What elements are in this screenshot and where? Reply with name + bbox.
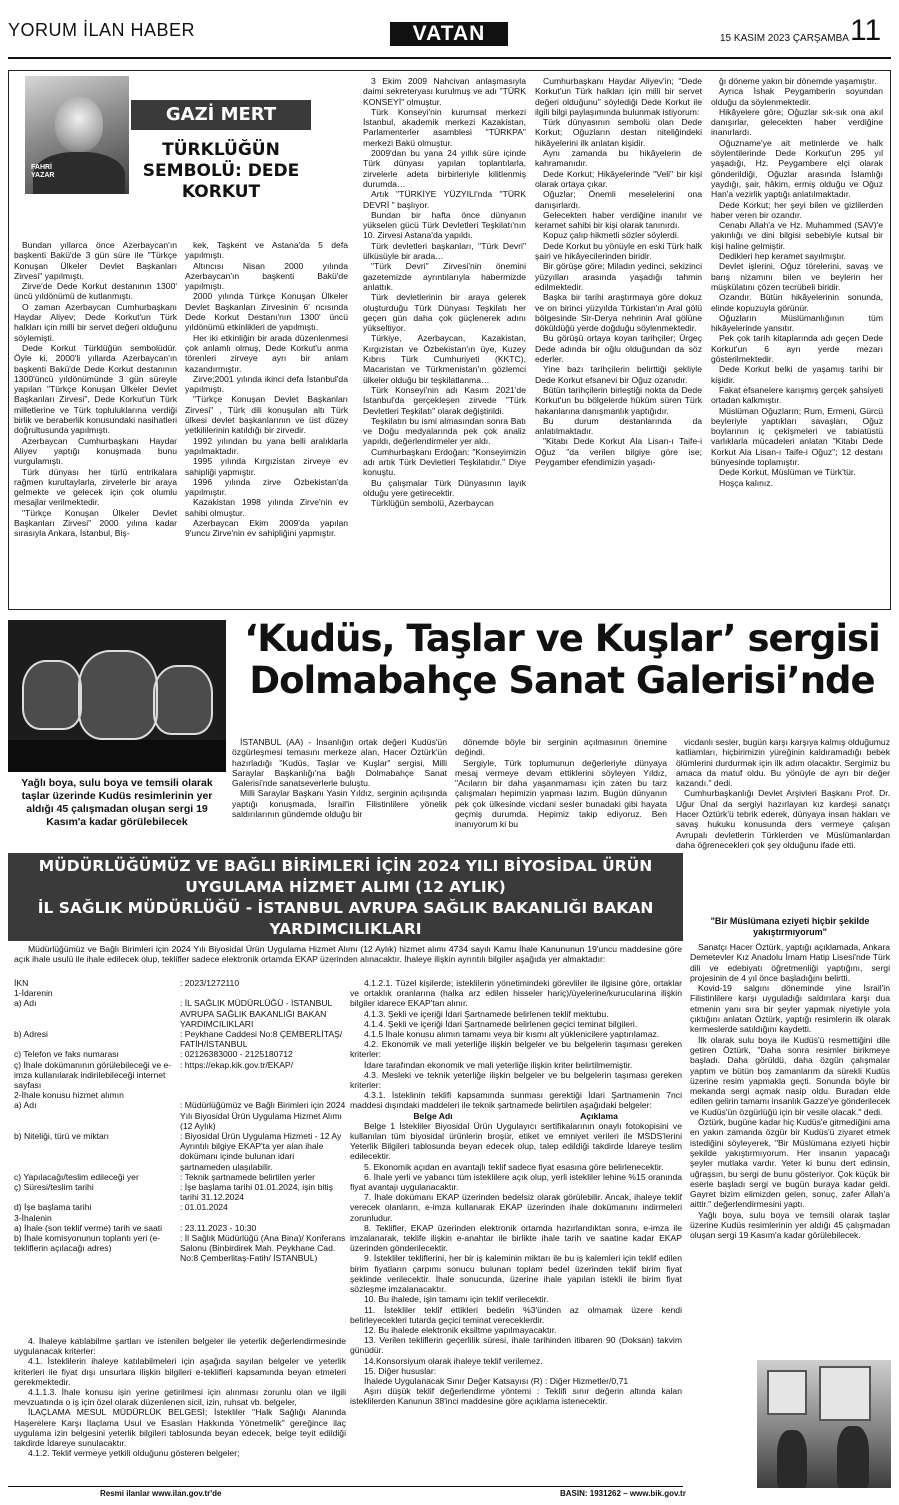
paragraph: 8. Teklifler, EKAP üzerinden elektronik ortamda hazırlandıktan sonra, e-imza ile imzalanarak, teklife ilişkin e-anahtar ile birlikte ihale tarih ve saatine kadar EKAP üzerinden gönderilecektir. [350, 1222, 682, 1254]
paragraph: Bütün tarihçilerin birleştiği nokta da Dede Korkut'un bu bölgelerde hüküm süren Türk hakanlarına danışmanlık yaptığıdır. [535, 384, 702, 416]
paragraph: 1996 yılında zirve Özbekistan'da yapılmıştır. [185, 476, 348, 498]
headline-line-2: Dolmabahçe Sanat Galerisi’nde [249, 659, 875, 702]
row-value: : 01.01.2024 [180, 1202, 228, 1213]
author-photo [25, 76, 129, 194]
paragraph: 1992 yılından bu yana belli aralıklarla yapılmaktadır. [185, 435, 348, 456]
paragraph: Zirve;2001 yılında ikinci defa İstanbul'da yapılmıştı. [185, 373, 348, 395]
tender-banner [8, 853, 683, 941]
paragraph: Dede Korkut; Hikâyelerinde "Veli" bir kişi olarak ortaya çıkar. [535, 168, 702, 189]
paragraph: 3 Ekim 2009 Nahcivan anlaşmasıyla daimi sekreteryası kurulmuş ve adı "TÜRK KONSEYİ" olmuştur. [363, 76, 526, 107]
glass-object-shape [78, 650, 158, 740]
banner-line: YARDIMCILIKLARI [269, 920, 422, 938]
paragraph: Zirve'de Dede Korkut destanının 1300' üncü yıldönümü de kutlanmıştı. [14, 281, 177, 302]
paragraph: 4. İhaleye katılabilme şartları ve istenilen belgeler ile yeterlik değerlendirmesinde uygulanacak kriterler: [14, 1336, 346, 1357]
footer-left: Resmi ilanlar www.ilan.gov.tr'de [100, 1489, 222, 1498]
paragraph: Bundan bir hafta önce dünyanın yükselen gücü Türk Devletleri Teşkilatı'nın 10. Zirvesi Astana'da yapıldı. [363, 209, 526, 241]
column-text-4 [535, 76, 702, 606]
glass-object-shape [153, 665, 213, 735]
exhibition-text-1 [232, 737, 447, 849]
tender-row [14, 1131, 346, 1172]
tender-row [14, 1029, 346, 1049]
column-text-2 [185, 240, 348, 606]
paragraph: Bir görüşe göre; Miladın yedinci, sekizinci yüzyılları arasında yaşadığı tahmin edilmektedir. [535, 261, 702, 292]
tender-row [14, 1172, 346, 1182]
paragraph: "Türkçe Konuşan Devlet Başkanları Zirvesi" , Türk dili konuşulan altı Türk ülkesi devlet başkanlarının ve üst düzey yetkililerinin katıldığı bir zirvedir. [185, 394, 348, 436]
paragraph: Müslüman Oğuzların; Rum, Ermeni, Gürcü beyleriyle yaptıkları savaşları, Oğuz boylarının iç çekişmeleri ve tabiatüstü varlıklarla mücadeleri anlatan "Kitabı Dede Korkut Ala Lisan-ı Taife-i Oğuz"; 12 destanı bünyesinde toplamıştır. [711, 405, 883, 467]
paragraph: 5. Ekonomik açıdan en avantajlı teklif sadece fiyat esasına göre belirlenecektir. [364, 1161, 664, 1172]
newspaper-logo: VATAN [390, 22, 508, 46]
paragraph: dönemde böyle bir serginin açılmasının önemine değindi. [455, 737, 667, 758]
row-value: : 2023/1272110 [180, 978, 240, 988]
paragraph: Pek çok tarih kitaplarında adı geçen Dede Korkut'un 6 ayrı yerde mezarı gösterilmektedir. [711, 333, 883, 365]
paragraph: 4.3.1. İsteklinin teklifi kapsamında sunması gerektiği İdari Şartnamenin 7nci maddesi dışındaki maddeleri ile teknik şartnamede belirtilen aşağıdaki belgeler: [350, 1090, 682, 1111]
tender-conditions-right [350, 978, 682, 1484]
paragraph: Oğuzların Müslümanlığının tüm hikâyelerinde yansıtır. [711, 312, 883, 334]
paragraph: Türk Konseyi'nin kurumsal merkezi İstanbul, akademik merkezi Kazakistan, Parlamenterler asamblesi "TÜRKPA" merkezi Bakü olmuştur. [363, 106, 526, 148]
paragraph: 13. Verilen tekliflerin geçerlilik süresi, ihale tarihinden itibaren 90 (Doksan) takvim günüdür. [350, 1335, 682, 1356]
paragraph: Türk Konseyi'nin adı Kasım 2021'de İstanbul'da gerçekleşen zirvede "Türk Devletleri Teşkilatı" olarak değiştirildi. [363, 384, 526, 416]
gallery-photo [757, 1360, 891, 1488]
paragraph: Artık "TÜRKİYE YÜZYILI'nda "TÜRK DEVRİ " başlıyor. [363, 189, 526, 210]
column-title: TÜRKLÜĞÜN SEMBOLÜ: DEDE KORKUT [142, 140, 300, 202]
paragraph: Kazakistan 1998 yılında Zirve'nin ev sahibi olmuştur. [185, 497, 348, 518]
painting-frame-shape [767, 1370, 807, 1415]
paragraph: İLAÇLAMA MESUL MÜDÜRLÜK BELGESİ; İstekliler "Halk Sağlığı Alanında Haşerelere Karşı İlaçlama Usul ve Esasları Hakkında Yönetmelik" gereğince ilaç uygulama izin belgesini yeterlik bilgileri tablosunda beyan edecek, belge teyit edildiği takdirde İdareye sunulacaktır. [14, 1407, 346, 1449]
paragraph: İhalede Uygulanacak Sınır Değer Katsayısı (R) : Diğer Hizmetler/0,71 [364, 1375, 629, 1386]
paragraph: 12. Bu ihalede elektronik eksiltme yapılmayacaktır. [364, 1324, 557, 1335]
tender-row [14, 1090, 346, 1100]
row-key: a) Adı [14, 998, 37, 1009]
paragraph: 6. İhale yerli ve yabancı tüm isteklilere açık olup, yerli istekliler lehine %15 oranında fiyat avantajı uygulanacaktır. [350, 1171, 682, 1193]
tender-row [14, 988, 346, 998]
tender-row [14, 1100, 346, 1131]
paragraph: 4.1.2.1. Tüzel kişilerde; isteklilerin yönetimindeki görevliler ile ilgisine göre, ortaklar ve ortaklık oranlarına (halka arz edilen hisseler hariç)/üyelerine/kurucularına ilişkin bilgiler idarece EKAP'tan alınır. [350, 978, 682, 1009]
row-value [180, 1213, 346, 1223]
visitor-figure-shape [777, 1430, 807, 1488]
paragraph: 4.3. Mesleki ve teknik yeterliğe ilişkin belgeler ve bu belgelerin taşıması gereken kriterler: [350, 1069, 682, 1091]
paragraph: Yine bazı tarihçilerin belirttiği şekliyle Dede Korkut efsanevi bir Oğuz ozanıdır. [535, 364, 702, 385]
row-value: : Peykhane Caddesi No:8 ÇEMBERLİTAŞ/ FATİH/İSTANBUL [180, 1029, 343, 1050]
row-key: ç) Süresi/teslim tarihi [14, 1182, 94, 1193]
table-header-cell: Açıklama [580, 1110, 618, 1121]
tender-row [14, 978, 346, 988]
paragraph: Altıncısı Nisan 2000 yılında Azerbaycan'ın başkenti Bakü'de yapılmıştı. [185, 260, 348, 292]
headline-line-1: ‘Kudüs, Taşlar ve Kuşlar’ sergisi [244, 617, 880, 660]
paragraph: Sanatçı Hacer Öztürk, yaptığı açıklamada, Ankara Demetevler Kız Anadolu İmam Hatip Lisesi'nde Türk dili ve edebiyatı öğretmenliği yaptığını, sergi projesinin de 4 yıl önce başladığını belirtti. [690, 942, 890, 983]
paragraph: Teşkilatın bu ismi almasından sonra Batı ve Doğu medyalarında pek çok analiz yapıldı, değerlendirmeler yer aldı. [363, 415, 526, 447]
paragraph: Hikâyelere göre; Oğuzlar sık-sık ona akıl danışırlar, gelecekten haber verdiğine inanırlardı. [711, 106, 883, 138]
row-key: c) Telefon ve faks numarası [14, 1049, 119, 1060]
row-key: d) İşe başlama tarihi [14, 1202, 92, 1213]
paragraph: Yağlı boya, sulu boya ve temsili olarak taşlar üzerine Kudüs resimlerinin yer aldığı 45 çalışmadan oluşan sergi 19 Kasım'a kadar görülebilecek. [690, 1209, 890, 1241]
tender-intro: Müdürlüğümüz ve Bağlı Birimleri için 2024 Yılı Biyosidal Ürün Uygulama Hizmet Alımı (12 Aylık) hizmet alımı 4734 sayılı Kamu İhale Kanununun 19'uncu maddesine göre açık ihale usulü ile ihale edilecek olup, teklifler sadece elektronik ortamda EKAP üzerinden alınacaktır. İhaleye ilişkin ayrıntılı bilgiler aşağıda yer almaktadır: [14, 944, 682, 965]
row-key: b) İhale komisyonunun toplantı yeri (e-tekliflerin açılacağı adres) [14, 1233, 161, 1254]
paragraph: Bu çalışmalar Türk Dünyasının layık olduğu yere getirecektir. [363, 477, 526, 498]
paragraph: Oğuzlar; Önemli meselelerini ona danışırlardı. [535, 189, 702, 210]
paragraph: İdare tarafından ekonomik ve mali yeterliğe ilişkin kriter belirtilmemiştir. [364, 1059, 633, 1070]
paragraph: Başka bir tarihi araştırmaya göre dokuz ve on birinci yüzyılda Türkistan'ın Aral gölü bölgesinde Sir-Derya nehrinin Aral gölüne döküldüğü yerde doğduğu söylenmektedir. [535, 292, 702, 334]
paragraph: vicdanlı sesler, bugün karşı karşıya kalmış olduğumuz katliamları, hiçbirimizin yüreğinin kaldıramadığı bebek ölümlerini durdurmak için ilk adım olacaktır. Sergimiz bu amaca da matuf oldu. Bu yönüyle de ayrı bir değer kazandı." dedi. [676, 737, 890, 789]
paragraph: Bu görüşü ortaya koyan tarihçiler; Ürgeç Dede adında bir oğlu olduğundan da söz ederler. [535, 333, 702, 365]
paragraph: 15. Diğer hususlar: [364, 1365, 437, 1376]
paragraph: Dedikleri hep keramet sayılmıştır. [719, 251, 847, 262]
paragraph: Dede Korkut bu yönüyle en eski Türk halk şairi ve hikâyecilerinden biridir. [535, 240, 702, 262]
row-value: : 02126383000 - 2125180712 [180, 1049, 293, 1060]
row-key: 3-İhalenin [14, 1212, 52, 1223]
row-value: : Biyosidal Ürün Uygulama Hizmeti - 12 Ay Ayrıntılı bilgiye EKAP'ta yer alan ihale dokümanı içinde bulunan idari şartnameden ulaşılabilir. [180, 1131, 342, 1172]
table-header-cell: Belge Adı [413, 1110, 453, 1121]
exhibition-text-4 [690, 942, 890, 1354]
paragraph: ğı döneme yakın bir dönemde yaşamıştır. [719, 76, 877, 86]
paragraph: Dede Korkut belki de yaşamış tarihi bir kişidir. [711, 364, 883, 385]
paragraph: Aşırı düşük teklif değerlendirme yöntemi : Teklifi sınır değerin altında kalan isteklilerden Kanunun 38'inci maddesine göre açıklama istenecektir. [350, 1386, 682, 1407]
paragraph: 4.1. İsteklilerin ihaleye katılabilmeleri için aşağıda sayılan belgeler ve yeterlik kriterleri ile fiyat dışı unsurlara ilişkin bilgileri e-teklifleri kapsamında beyan etmeleri gerekmektedir. [14, 1356, 346, 1387]
paragraph: Kopuz çalıp hikmetli sözler söylerdi. [543, 230, 680, 241]
paragraph: Türkiye, Azerbaycan, Kazakistan, Kırgızistan ve Özbekistan'ın üye, Kuzey Kıbrıs Türk Cumhuriyeti (KKTC), Macaristan ve Türkmenistan'ın gözlemci ülkeler olduğu bir teşkilatlanma… [363, 333, 526, 385]
row-value: : https://ekap.kik.gov.tr/EKAP/ [180, 1059, 294, 1070]
paragraph: Cumhurbaşkanı Erdoğan: "Konseyimizin adı artık Türk Devletleri Teşkilatıdır." Diye konuştu. [363, 446, 526, 478]
tender-details [14, 978, 346, 1350]
paragraph: 4.2. Ekonomik ve mali yeterliğe ilişkin belgeler ve bu belgelerin taşıması gereken kriterler: [350, 1039, 682, 1060]
row-key: a) İhale (son teklif verme) tarih ve saati [14, 1222, 163, 1233]
tender-conditions-left [14, 1336, 346, 1484]
column-author: GAZİ MERT [131, 100, 311, 130]
paragraph: Türk dünyası her türlü entrikalara rağmen kurultaylarla, zirvelerle bir araya gelmekte ve gelecek için çok olumlu mesajlar verilmektedir. [14, 466, 177, 508]
author-head-shape [55, 96, 103, 152]
paragraph: 14.Konsorsiyum olarak ihaleye teklif verilemez. [364, 1355, 543, 1366]
exhibition-text-3 [676, 737, 890, 913]
paragraph: 4.1.5 İhale konusu alımın tamamı veya bir kısmı alt yüklenicilere yaptırılamaz. [364, 1029, 660, 1040]
row-key: b) Niteliği, türü ve miktarı [14, 1131, 110, 1142]
header-rule [8, 57, 891, 59]
tender-row [14, 1202, 346, 1212]
paragraph: kek, Taşkent ve Astana'da 5 defa yapılmıştı. [185, 240, 348, 261]
paragraph: Hoşça kalınız. [719, 477, 773, 488]
row-value: : İl Sağlık Müdürlüğü (Ana Bina)/ Konferans Salonu (Binbirdirek Mah. Peykhane Cad. No:8 Çemberlitaş-Fatih/ İSTANBUL) [180, 1233, 346, 1264]
row-value [180, 988, 346, 998]
row-key: ç) İhale dokümanının görülebileceği ve e-imza kullanılarak indirilebileceği internet sayfası [14, 1059, 172, 1091]
paragraph: Türk dünyasının sembolü olan Dede Korkut; Oğuzların destan niteliğindeki hikâyelerini ilk anlatan kişidir. [535, 117, 702, 148]
paragraph: "Türkçe Konuşan Ülkeler Devlet Başkanları Zirvesi" 2000 yılına kadar sırasıyla Ankara, İstanbul, Biş- [14, 507, 177, 539]
painting-frame-shape [819, 1366, 871, 1421]
row-key: a) Adı [14, 1100, 37, 1111]
row-value [180, 1090, 346, 1100]
display-surface [8, 740, 226, 772]
footer-right: BASIN: 1931262 – www.bik.gov.tr [560, 1489, 686, 1498]
column-text-5 [711, 76, 883, 606]
banner-line: MÜDÜRLÜĞÜMÜZ VE BAĞLI BİRİMLERİ İÇİN 2024 YILI BİYOSİDAL ÜRÜN [38, 857, 653, 875]
paragraph: 10. Bu ihalede, işin tamamı için teklif verilecektir. [364, 1294, 549, 1305]
paragraph: Cumhurbaşkanı Haydar Aliyev'in; "Dede Korkut'un Türk halkları için milli bir servet değeri olduğunu" söylediği Dede Korkut ile ilgili bilgi paylaşımında bulunmak istiyorum: [535, 76, 702, 117]
tender-row [14, 1049, 346, 1059]
paragraph: Oğuzname'ye ait metinlerde ve halk söylentilerinde Dede Korkut'un 295 yıl yaşadığı, Hz. Peygambere elçi olarak gönderildiği, Oğuzlar arasında İslamlığı yaydığı, şair, hâkim, ermiş olduğu ve Oğuz Han'a vezirlik yaptığı anlatılmaktadır. [711, 137, 883, 200]
paragraph: Cenabı Allah'a ve Hz. Muhammed (SAV)'e yakınlığı ve dini bilgisi sebebiyle kutsal bir kişi haline gelmiştir. [711, 220, 883, 251]
paragraph: Türklüğün sembolü, Azerbaycan [371, 498, 494, 509]
paragraph: Türk devletleri başkanları, "Türk Devri" ülküsüyle bir arada… [363, 240, 526, 262]
column-text-3 [363, 76, 526, 606]
paragraph: 2000 yılında Türkçe Konuşan Ülkeler Devlet Başkanları Zirvesinin 6' ncısında Dede Korkut Destanı'nın 1300' üncü yıldönümü etkinlikleri de yapılmıştı. [185, 291, 348, 333]
row-key: 1-İdarenin [14, 988, 53, 999]
paragraph: Ayrıca İshak Peygamberin soyundan olduğu da söylenmektedir. [711, 86, 883, 107]
paragraph: Fakat efsanelere karışmış gerçek şahsiyeti ortadan kalkmıştır. [711, 384, 883, 406]
tender-row [14, 1213, 346, 1223]
document-table-header [350, 1111, 682, 1121]
paragraph: Milli Saraylar Başkanı Yasin Yıldız, serginin açılışında yaptığı konuşmada, İsrail'in Filistinlilere yönelik saldırılarının gündemde olduğu bir [232, 788, 447, 820]
paragraph: Öztürk, bugüne kadar hiç Kudüs'e gitmediğini ama en yakın zamanda özgür bir Kudüs'ü ziyaret etmek istediğini söyleyerek, "Bir Müslümana eziyeti hiçbir şekilde yakıştırmıyorum. Her insanın yapacağı şeyler mutlaka vardır. Yeter ki bunu dert edinsin, uğraşsın, bu sergi de bunu gösteriyor. Çok küçük bir eserle başladı sergi ve bugün buraya kadar geldi. Gayret bizim elimizden gelen, sonuç, zafer Allah'a aittir." değerlendirmesini yaptı. [690, 1117, 890, 1210]
banner-line: İL SAĞLIK MÜDÜRLÜĞÜ - İSTANBUL AVRUPA SAĞLIK BAKANLIĞI BAKAN [37, 899, 654, 917]
paragraph: Azerbaycan Ekim 2009'da yapılan 9'uncu Zirve'nin ev sahipliğini yapmıştır. [185, 518, 348, 539]
paragraph: 7. İhale dokümanı EKAP üzerinden bedelsiz olarak görülebilir. Ancak, ihaleye teklif verecek olanların, e-imza kullanarak EKAP üzerinden ihale dokümanını indirmeleri zorunludur. [350, 1192, 682, 1223]
paragraph: Bundan yıllarca önce Azerbaycan'ın başkenti Bakü'de 3 gün süre ile "Türkçe Konuşan Ülkeler Devlet Başkanları Zirvesi" yapılmıştı. [14, 240, 177, 281]
page-number: 11 [850, 14, 882, 47]
row-value: : İL SAĞLIK MÜDÜRLÜĞÜ - İSTANBUL AVRUPA SAĞLIK BAKANLIĞI BAKAN YARDIMCILIKLARI [180, 998, 333, 1029]
paragraph: Azerbaycan Cumhurbaşkanı Haydar Aliyev yaptığı konuşmada bunu vurgulamıştı. [14, 435, 177, 467]
section-title: YORUM İLAN HABER [8, 20, 196, 40]
row-value: : İşe başlama tarihi 01.01.2024, işin bitiş tarihi 31.12.2024 [180, 1182, 333, 1203]
paragraph: "Kitabı Dede Korkut Ala Lisan-ı Taife-i Oğuz "da verilen bilgiye göre ise; Peygamber efendimizin yaşadı- [535, 436, 702, 467]
tender-row [14, 1223, 346, 1233]
row-key: b) Adresi [14, 1029, 48, 1040]
row-key: İKN [14, 978, 29, 988]
tender-row [14, 1233, 346, 1264]
exhibition-headline [232, 618, 892, 702]
exhibition-photo-caption: Yağlı boya, sulu boya ve temsili olarak taşlar üzerinde Kudüs resimlerinin yer aldığı 45 çalışmadan oluşan sergi 19 Kasım'a kadar görülebilecek [21, 777, 213, 828]
glass-object-shape [22, 660, 82, 730]
paragraph: 1995 yılında Kırgızistan zirveye ev sahipliği yapmıştır. [185, 456, 348, 477]
paragraph: 4.1.4. Şekli ve içeriği İdari Şartnamede belirlenen geçici teminat bilgileri. [364, 1018, 638, 1029]
paragraph: Her iki etkinliğin bir arada düzenlenmesi çok anlamlı olmuş, Dede Korkut'u anma törenleri zirveye ayrı bir anlam kazandırmıştır. [185, 332, 348, 374]
paragraph: İSTANBUL (AA) - İnsanlığın ortak değeri Kudüs'ün özgürleşmesi temasını merkeze alan, Hacer Öztürk'ün hazırladığı "Kudüs, Taşlar ve Kuşlar" sergisi, Milli Saraylar Başkanlığı'na bağlı Dolmabahçe Sanat Galerisi'nde sanatseverlerle buluştu. [232, 737, 447, 789]
paragraph: 4.1.3. Şekli ve içeriği İdari Şartnamede belirlenen teklif mektubu. [364, 1008, 609, 1019]
paragraph: 4.1.2. Teklif vermeye yetkili olduğunu gösteren belgeler; [28, 1448, 240, 1459]
author-photo-caption: FAHRİ YAZAR [31, 164, 55, 179]
exhibition-photo [8, 620, 226, 772]
banner-line: UYGULAMA HİZMET ALIMI (12 AYLIK) [185, 878, 506, 896]
tender-row [14, 1060, 346, 1091]
exhibition-text-2 [455, 737, 667, 849]
paragraph: Türk devletlerinin bir araya gelerek oluşturduğu Türk Dünyası Teşkilatı her geçen gün daha çok güçlenerek adını yükseltiyor. [363, 292, 526, 334]
row-key: 2-İhale konusu hizmet alımın [14, 1090, 124, 1101]
paragraph: Ozandır. Bütün hikâyelerinin sonunda, elinde kopuzuyla görünür. [711, 292, 883, 313]
paragraph: Gelecekten haber verdiğine inanılır ve keramet sahibi bir kişi olarak tanınırdı. [535, 209, 702, 231]
tender-row [14, 998, 346, 1029]
paragraph: Kovid-19 salgını döneminde yine İsrail'in Filistinlilere karşı uyguladığı saldırılara karşı dua etmenin yanı sıra bir şeyler yapmak niyetiyle yola çıktığını anlatan Öztürk, yaptığı resimlerin ilk olarak kermeslerde satıldığını kaydetti. [690, 983, 890, 1035]
paragraph: O zaman Azerbaycan Cumhurbaşkanı Haydar Aliyev; Dede Korkut'un Türk halkları için milli bir servet değeri olduğunu söylemişti. [14, 301, 177, 343]
paragraph: Cumhurbaşkanlığı Devlet Arşivleri Başkanı Prof. Dr. Uğur Ünal da sergiyi hazırlayan kız kardeşi sanatçı Hacer Öztürk'ü tebrik ederek, dünyaya insan hakları ve savaş hukuku konusunda ders vermeye çalışan Avrupalı devletlerin Türklerden ve Müslümanlardan daha öğrenecekleri çok şey olduğunu ifade etti. [676, 788, 890, 850]
paragraph: Dede Korkut; her şeyi bilen ve gizlilerden haber veren bir ozandır. [711, 199, 883, 220]
paragraph: Aynı zamanda bu hikâyelerin de kahramanıdır. [535, 148, 702, 169]
row-value: : Teknik şartnamede belirtilen yerler [180, 1171, 316, 1182]
paragraph: "Türk Devri" Zirvesi'nin önemini gazetemizde ayrıntılarıyla habermizde anlattık. [363, 261, 526, 292]
paragraph: 11. İstekliler teklif ettikleri bedelin %3'ünden az olmamak üzere kendi belirleyecekleri tutarda geçici teminat vereceklerdir. [350, 1304, 682, 1325]
row-value: : Müdürlüğümüz ve Bağlı Birimleri için 2024 Yılı Biyosidal Ürün Uygulama Hizmet Alımı (12 Aylık) [180, 1100, 346, 1131]
column-text-1 [14, 240, 177, 606]
paragraph: Devlet işlerini, Oğuz törelerini, savaş ve barış nizamını bilen ve beylerin her müşkülatını çözen tecrübeli biridir. [711, 261, 883, 292]
paragraph: 2009'dan bu yana 24 yıllık süre içinde Türk dünyası yapılan toplantılarla, zirvelerle adeta birbirleriyle kilitlenmiş durumda… [363, 148, 526, 189]
paragraph: Bu durum destanlarında da anlatılmaktadır. [535, 415, 702, 437]
visitor-figure-shape [837, 1426, 869, 1488]
paragraph: 9. İstekliler tekliflerini, her bir iş kaleminin miktarı ile bu iş kalemleri için teklif edilen birim fiyatların çarpımı sonucu bulunan toplam bedel üzerinden teklif birim fiyat şeklinde verilecektir. İhale sonucunda, üzerine ihale yapılan istekli ile birim fiyat sözleşme imzalanacaktır. [350, 1253, 682, 1295]
tender-row [14, 1182, 346, 1202]
paragraph: Belge 1 İstekliler Biyosidal Ürün Uygulayıcı sertifikalarının onaylı fotokopisini ve kullanılan tüm biyosidal ürünlerin broşür, etiket ve emniyet verileri ile MSDS'lerini Yeterlik Bilgileri tablosunda beyan edecek olup, talep edildiği takdirde İdareye teslim edilecektir. [350, 1120, 682, 1162]
row-value: : 23.11.2023 - 10:30 [180, 1222, 257, 1233]
paragraph: Sergiyle, Türk toplumunun değerleriyle dünyaya mesaj vermeye devam ettiklerini söyleyen Yıldız, "Acıların bir daha yaşanmaması için zaten bu tarz çalışmaları hepimizin yapması lazım. Bugün dünyanın pek çok ülkesinde vicdani sesler bunadaki gibi hayata geçmiş durumda. Hepimiz takip ediyoruz. Ben inanıyorum ki bu [455, 757, 667, 830]
issue-date: 15 KASIM 2023 ÇARŞAMBA [720, 33, 849, 44]
paragraph: Dede Korkut, Müslüman ve Türk'tür. [719, 467, 856, 478]
row-key: c) Yapılacağı/teslim edileceği yer [14, 1171, 139, 1182]
paragraph: İlk olarak sulu boya ile Kudüs'ü resmettiğini dile getiren Öztürk, "Daha sonra resimler birikmeye başladı. Daha görüldü, daha özgün çalışmalar yaptım ve bütün boş zamanlarım da sürekli Kudüs üzerine resim yapmakla geçti. Sonunda böyle bir mekanda sergi açmak nasip oldu. Buradan elde edilen gelirin tamamı insanlık Gazze'ye gönderilecek ve Kudüs'ün özgürlüğü için bir vesile olacak." dedi. [690, 1034, 890, 1117]
paragraph: 4.1.1.3. İhale konusu işin yerine getirilmesi için alınması zorunlu olan ve ilgili mevzuatında o iş için özel olarak düzenlenen sicil, izin, ruhsat vb. belgeler, [14, 1387, 346, 1408]
footer-rule [8, 1486, 683, 1487]
paragraph: Dede Korkut Türklüğün sembolüdür. Öyle ki, 2000'li yıllarda Azerbaycan'ın başkenti Bakü'de Dede Korkut destanının 1300'üncü yıldönümünde 3 gün süreyle yapılan "Türkçe Konuşan Ülkeler Devlet Başkanları Zirvesi", Dede Korkut'un Türk milletlerine ve Türk topluluklarına verdiği birlik ve beraberlik konusundaki nasihatleri doğrultusunda yapılmıştı. [14, 342, 177, 436]
exhibition-subheading: "Bir Müslümana eziyeti hiçbir şekilde yakıştırmıyorum" [710, 916, 870, 937]
